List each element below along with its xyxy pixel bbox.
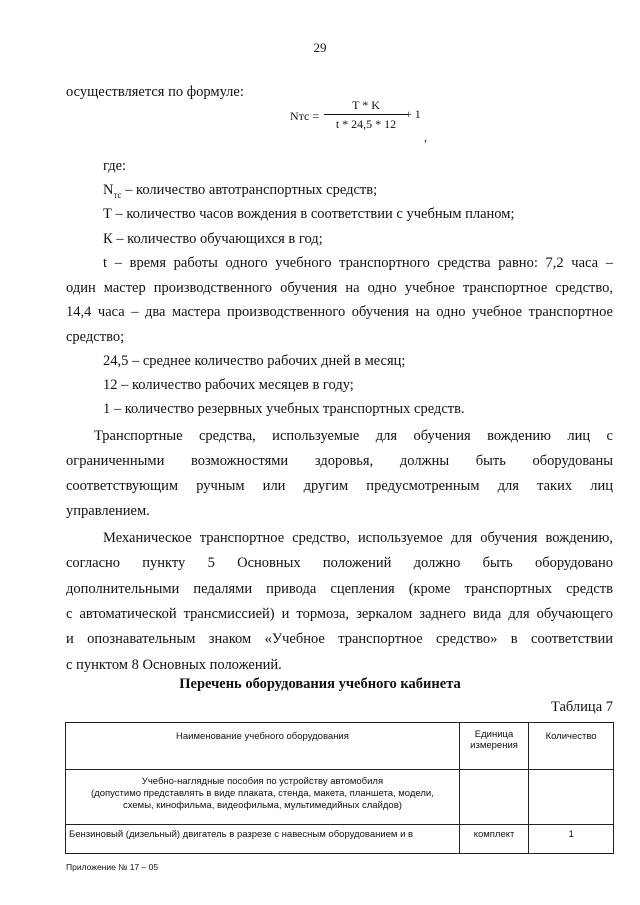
definition-t-lower-line3: 14,4 часа – два мастера производственного обучения на одно учебное транспортное xyxy=(66,304,613,320)
paragraph-line: Транспортные средства, используемые для обучения вождению лиц с xyxy=(94,428,613,444)
group-qty-cell xyxy=(529,770,614,825)
header-name: Наименование учебного оборудования xyxy=(66,723,460,770)
ntc-subscript: тс xyxy=(113,189,122,200)
definition-t-lower-line1: t – время работы одного учебного транспортного средства равно: 7,2 часа – xyxy=(103,255,613,271)
ntc-symbol: N xyxy=(103,182,114,198)
row-quantity: 1 xyxy=(529,825,614,854)
equipment-table xyxy=(65,722,614,854)
definition-reserve: 1 – количество резервных учебных транспортных средств. xyxy=(103,401,465,417)
table-group-row xyxy=(66,770,614,825)
definition-t-upper: Т – количество часов вождения в соответствии с учебным планом; xyxy=(103,206,515,222)
formula-plus-one: + 1 xyxy=(405,107,421,121)
group-title-line: (допустимо представлять в виде плаката, стенда, макета, планшета, модели, xyxy=(91,788,434,799)
paragraph-line: Механическое транспортное средство, используемое для обучения вождению, xyxy=(103,530,613,546)
paragraph-line: согласно пункту 5 Основных положений должно быть оборудовано xyxy=(66,555,613,571)
paragraph-line: с автоматической трансмиссией) и тормоза, зеркалом заднего вида для обучающего xyxy=(66,606,613,622)
formula-comma: , xyxy=(424,130,427,144)
group-title-line: схемы, кинофильма, видеофильма, мультимедийных слайдов) xyxy=(122,800,402,811)
definition-ntc xyxy=(103,181,377,204)
paragraph-line: соответствующим ручным или другим предусмотренным для таких лиц xyxy=(66,478,613,494)
table-row xyxy=(66,825,614,854)
group-title-line: Учебно-наглядные пособия по устройству автомобиля xyxy=(141,776,384,787)
where-label: где: xyxy=(103,158,127,174)
formula-intro: осуществляется по формуле: xyxy=(66,84,244,100)
definition-t-lower-line2: один мастер производственного обучения на одно учебное транспортное средство, xyxy=(66,280,613,296)
table-header-row xyxy=(66,723,614,770)
formula-numerator: T * K xyxy=(352,98,380,112)
group-unit-cell xyxy=(459,770,528,825)
ntc-text: – количество автотранспортных средств; xyxy=(121,182,378,198)
formula-denominator: t * 24,5 * 12 xyxy=(335,117,397,131)
paragraph-line: и опознавательным знаком «Учебное транспортное средство» в соответствии xyxy=(66,631,613,647)
section-title: Перечень оборудования учебного кабинета xyxy=(179,676,461,692)
group-title xyxy=(66,770,460,825)
header-unit: Единица измерения xyxy=(459,723,528,770)
footer-appendix: Приложение № 17 – 05 xyxy=(66,862,159,872)
definition-t-lower-line4: средство; xyxy=(66,329,125,345)
row-unit: комплект xyxy=(459,825,528,854)
definition-days: 24,5 – среднее количество рабочих дней в месяц; xyxy=(103,353,406,369)
header-quantity: Количество xyxy=(529,723,614,770)
definition-months: 12 – количество рабочих месяцев в году; xyxy=(103,377,354,393)
definition-k: К – количество обучающихся в год; xyxy=(103,231,323,247)
paragraph-line: с пунктом 8 Основных положений. xyxy=(66,657,282,673)
row-name: Бензиновый (дизельный) двигатель в разрезе с навесным оборудованием и в xyxy=(66,825,460,854)
table-label: Таблица 7 xyxy=(550,699,613,715)
paragraph-line: ограниченными возможностями здоровья, должны быть оборудованы xyxy=(66,453,613,469)
fraction-bar xyxy=(324,114,408,115)
page-number: 29 xyxy=(313,40,327,55)
formula-lhs: Nтс = xyxy=(290,109,320,123)
paragraph-line: дополнительными педалями привода сцепления (кроме транспортных средств xyxy=(66,581,613,597)
paragraph-line: управлением. xyxy=(66,503,150,519)
